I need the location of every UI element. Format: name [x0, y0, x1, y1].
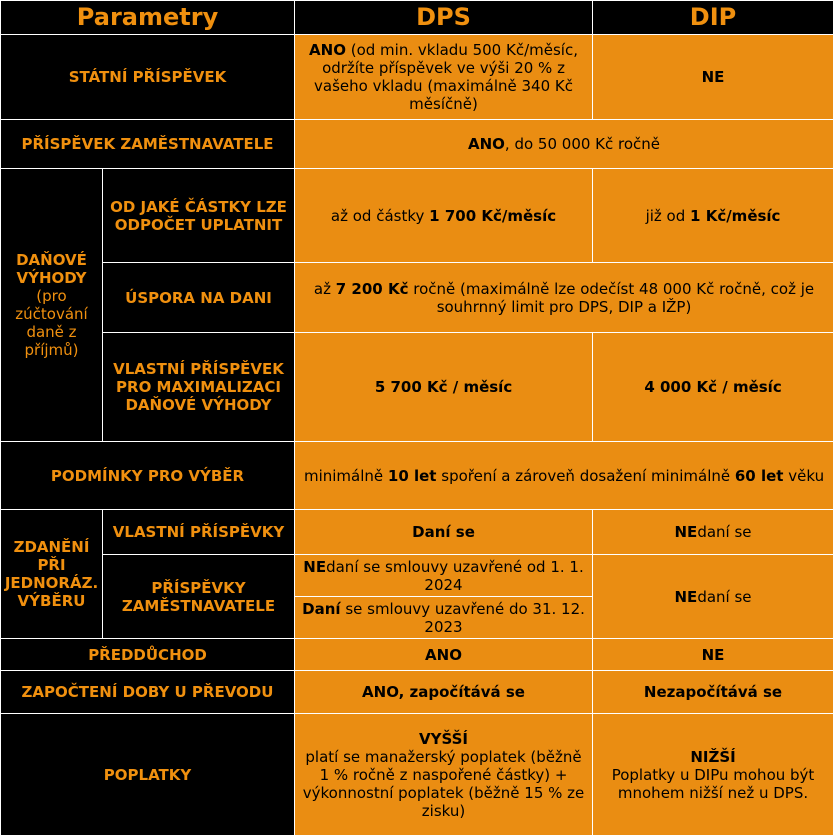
row-statni-prispevek — [1, 35, 833, 120]
row-zdaneni-zamestnavatele-1 — [1, 555, 833, 597]
label-odpocet: OD JAKÉ ČÁSTKY LZE ODPOČET UPLATNIT — [103, 169, 295, 263]
dps-zdaneni-zamestnavatele-od: NEdaní se smlouvy uzavřené od 1. 1. 2024 — [295, 555, 593, 597]
header-parametry: Parametry — [1, 1, 295, 35]
header-dip: DIP — [593, 1, 833, 35]
value-uspora: až 7 200 Kč ročně (maximálně lze odečíst 48 000 Kč ročně, což je souhrnný limit pro DPS, DIP a IŽP) — [295, 263, 833, 333]
dip-vlastni-prispevek: 4 000 Kč / měsíc — [593, 333, 833, 442]
dip-zdaneni-vlastni: NEdaní se — [593, 510, 833, 555]
label-zdaneni: ZDANĚNÍ PŘI JEDNORÁZ. VÝBĚRU — [1, 510, 103, 639]
label-vlastni-prispevek: VLASTNÍ PŘÍSPĚVEK PRO MAXIMALIZACI DAŇOVÉ VÝHODY — [103, 333, 295, 442]
header-row — [1, 1, 833, 35]
dps-preddůchod: ANO — [295, 639, 593, 671]
value-podminky: minimálně 10 let spoření a zároveň dosažení minimálně 60 let věku — [295, 442, 833, 510]
dps-zdaneni-vlastni: Daní se — [295, 510, 593, 555]
dps-zdaneni-zamestnavatele-do: Daní se smlouvy uzavřené do 31. 12. 2023 — [295, 597, 593, 639]
row-vlastni-prispevek — [1, 333, 833, 442]
row-zapocteni — [1, 671, 833, 714]
dps-statni-prispevek: ANO (od min. vkladu 500 Kč/měsíc, održíte příspěvek ve výši 20 % z vašeho vkladu (maximálně 340 Kč měsíčně) — [295, 35, 593, 120]
label-uspora: ÚSPORA NA DANI — [103, 263, 295, 333]
label-zapocteni: ZAPOČTENÍ DOBY U PŘEVODU — [1, 671, 295, 714]
dip-zapocteni: Nezapočítává se — [593, 671, 833, 714]
dip-zdaneni-zamestnavatele: NEdaní se — [593, 555, 833, 639]
label-podminky: PODMÍNKY PRO VÝBĚR — [1, 442, 295, 510]
dps-poplatky: VYŠŠÍ platí se manažerský poplatek (běžně 1 % ročně z naspořené částky) + výkonnostní poplatek (běžně 15 % ze zisku) — [295, 714, 593, 836]
label-zdaneni-zamestnavatele: PŘÍSPĚVKY ZAMĚSTNAVATELE — [103, 555, 295, 639]
row-podminky — [1, 442, 833, 510]
label-statni-prispevek: STÁTNÍ PŘÍSPĚVEK — [1, 35, 295, 120]
row-poplatky — [1, 714, 833, 836]
label-zdaneni-vlastni: VLASTNÍ PŘÍSPĚVKY — [103, 510, 295, 555]
dps-vlastni-prispevek: 5 700 Kč / měsíc — [295, 333, 593, 442]
dip-statni-prispevek: NE — [593, 35, 833, 120]
dip-preddůchod: NE — [593, 639, 833, 671]
value-prispevek-zamestnavatele: ANO, do 50 000 Kč ročně — [295, 120, 833, 169]
row-prispevek-zamestnavatele — [1, 120, 833, 169]
label-poplatky: POPLATKY — [1, 714, 295, 836]
header-dps: DPS — [295, 1, 593, 35]
row-uspora — [1, 263, 833, 333]
dip-poplatky: NIŽŠÍ Poplatky u DIPu mohou být mnohem nižší než u DPS. — [593, 714, 833, 836]
dps-zapocteni: ANO, započítává se — [295, 671, 593, 714]
dps-odpocet: až od částky 1 700 Kč/měsíc — [295, 169, 593, 263]
label-danove-vyhody: DAŇOVÉ VÝHODY (pro zúčtování daně z příjmů) — [1, 169, 103, 442]
row-zdaneni-vlastni — [1, 510, 833, 555]
dip-odpocet: již od 1 Kč/měsíc — [593, 169, 833, 263]
label-preddůchod: PŘEDDŮCHOD — [1, 639, 295, 671]
row-preddůchod — [1, 639, 833, 671]
label-prispevek-zamestnavatele: PŘÍSPĚVEK ZAMĚSTNAVATELE — [1, 120, 295, 169]
row-odpocet — [1, 169, 833, 263]
sublabel-danove-vyhody: (pro zúčtování daně z příjmů) — [3, 287, 100, 359]
